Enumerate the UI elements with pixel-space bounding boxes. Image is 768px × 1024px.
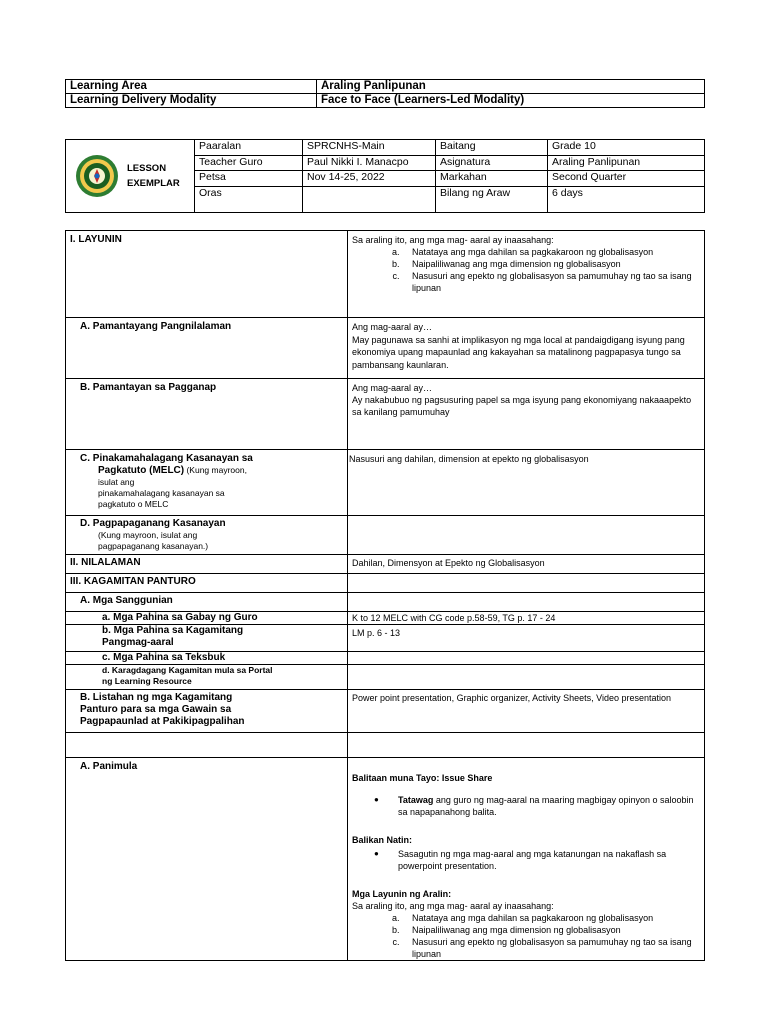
table-row — [66, 625, 705, 652]
blank-cell — [348, 733, 705, 758]
melc-note3: pinakamahalagang kasanayan sa — [98, 488, 225, 498]
table-row — [66, 555, 705, 574]
baitang-value: Grade 10 — [548, 140, 705, 156]
lesson-header-table — [65, 139, 705, 213]
list-item: c. Nasusuri ang epekto ng globalisasyon sa pamumuhay ng tao sa isang lipunan — [402, 270, 700, 294]
pamantayan-pagganap-content — [348, 379, 705, 450]
learning-area-table — [65, 79, 705, 108]
layunin-list — [352, 246, 700, 294]
table-row — [66, 690, 705, 733]
table-row — [66, 733, 705, 758]
petsa-label: Petsa — [195, 171, 303, 187]
learning-area-label: Learning Area — [66, 80, 317, 94]
pagpapaganang-note2: pagpapaganang kasanayan.) — [98, 541, 209, 551]
pagpapaganang-value — [348, 516, 705, 555]
melc-title-line1: C. Pinakamahalagang Kasanayan sa — [80, 453, 253, 464]
sanggunian-label: A. Mga Sanggunian — [66, 593, 348, 612]
balitaan-list — [352, 794, 700, 818]
table-row — [66, 80, 705, 94]
lesson-exemplar-label — [127, 161, 180, 191]
sanggunian-value — [348, 593, 705, 612]
learning-area-value: Araling Panlipunan — [317, 80, 705, 94]
delivery-modality-value: Face to Face (Learners-Led Modality) — [317, 94, 705, 108]
table-row — [66, 593, 705, 612]
markahan-value: Second Quarter — [548, 171, 705, 187]
kagamitang-label-line2: Pangmag-aaral — [102, 637, 174, 648]
list-item: a. Natataya ang mga dahilan sa pagkakaroon ng globalisasyon — [402, 912, 700, 924]
pagpapaganang-label — [66, 516, 348, 555]
pagpapaganang-note1: (Kung mayroon, isulat ang — [98, 530, 198, 540]
table-row — [66, 231, 705, 318]
melc-label — [66, 450, 348, 516]
list-item: b. Naipaliliwanag ang mga dimension ng globalisasyon — [402, 258, 700, 270]
teksbuk-label: c. Mga Pahina sa Teksbuk — [66, 652, 348, 665]
portal-label-line2: ng Learning Resource — [102, 676, 192, 686]
paaralan-label: Paaralan — [195, 140, 303, 156]
melc-note4: pagkatuto o MELC — [98, 499, 169, 509]
nilalaman-label: II. NILALAMAN — [66, 555, 348, 574]
list-item: ● Sasagutin ng mga mag-aaral ang mga katanungan na nakaflash sa powerpoint presentation. — [382, 848, 700, 872]
paaralan-value: SPRCNHS-Main — [303, 140, 436, 156]
layunin-label: I. LAYUNIN — [66, 231, 348, 318]
table-row — [66, 652, 705, 665]
pagpapaganang-title: D. Pagpapaganang Kasanayan — [80, 518, 226, 529]
list-item: c. Nasusuri ang epekto ng globalisasyon sa pamumuhay ng tao sa isang lipunan — [402, 936, 700, 960]
bilang-value: 6 days — [548, 187, 705, 213]
layunin-content — [348, 231, 705, 318]
melc-value: Nasusuri ang dahilan, dimension at epekto ng globalisasyon — [348, 450, 705, 516]
listahan-label-line2: Panturo para sa mga Gawain sa — [80, 704, 232, 715]
balikan-list — [352, 848, 700, 872]
table-row — [66, 758, 705, 961]
melc-title-line2 — [80, 465, 343, 477]
panimula-content — [348, 758, 705, 961]
oras-value — [303, 187, 436, 213]
portal-label — [66, 665, 348, 690]
portal-label-line1: d. Karagdagang Kagamitan mula sa Portal — [102, 665, 273, 675]
table-row — [66, 379, 705, 450]
pamantayan-pagganap-label: B. Pamantayan sa Pagganap — [66, 379, 348, 450]
panimula-label: A. Panimula — [66, 758, 348, 961]
table-row — [66, 318, 705, 379]
listahan-label — [66, 690, 348, 733]
balitaan-title: Balitaan muna Tayo: Issue Share — [352, 773, 493, 783]
gabay-guro-value: K to 12 MELC with CG code p.58-59, TG p. 17 - 24 — [348, 612, 705, 625]
pamantayang-pangnilalaman-content — [348, 318, 705, 379]
teksbuk-value — [348, 652, 705, 665]
markahan-label: Markahan — [436, 171, 548, 187]
gabay-guro-label: a. Mga Pahina sa Gabay ng Guro — [66, 612, 348, 625]
pagganap-line1: Ang mag-aaral ay… — [352, 383, 433, 393]
kagamitang-pangmag-aaral-label — [66, 625, 348, 652]
list-item — [382, 794, 700, 818]
bullet-text: ang guro ng mag-aaral na maaring magbigay opinyon o saloobin sa napapanahong balita. — [398, 795, 694, 817]
table-row — [66, 140, 705, 156]
table-row — [66, 450, 705, 516]
oras-label: Oras — [195, 187, 303, 213]
mga-layunin-intro: Sa araling ito, ang mga mag- aaral ay inaasahang: — [352, 901, 554, 911]
table-row — [66, 612, 705, 625]
petsa-value: Nov 14-25, 2022 — [303, 171, 436, 187]
listahan-value: Power point presentation, Graphic organizer, Activity Sheets, Video presentation — [348, 690, 705, 733]
asignatura-value: Araling Panlipunan — [548, 155, 705, 171]
kagamitang-label-line1: b. Mga Pahina sa Kagamitang — [102, 625, 244, 636]
listahan-label-line3: Pagpapaunlad at Pakikipagpalihan — [80, 716, 245, 727]
lesson-label-line1: LESSON — [127, 163, 167, 174]
delivery-modality-label: Learning Delivery Modality — [66, 94, 317, 108]
balikan-title: Balikan Natin: — [352, 835, 413, 845]
list-item: a. Natataya ang mga dahilan sa pagkakaroon ng globalisasyon — [402, 246, 700, 258]
teacher-label: Teacher Guro — [195, 155, 303, 171]
kagamitang-pangmag-aaral-value: LM p. 6 - 13 — [348, 625, 705, 652]
table-row — [66, 574, 705, 593]
melc-note2: isulat ang — [98, 477, 135, 487]
table-row — [66, 94, 705, 108]
listahan-label-line1: B. Listahan ng mga Kagamitang — [80, 692, 233, 703]
portal-value — [348, 665, 705, 690]
pangnilalaman-line2: May pagunawa sa sanhi at implikasyon ng mga local at pandaigdigang isyung pang ekonomiya upang mapaunlad ang kakayahan sa matalinong pagpapasya tungo sa pambansang kaunlaran. — [352, 334, 685, 370]
nilalaman-value: Dahilan, Dimensyon at Epekto ng Globalisasyon — [348, 555, 705, 574]
table-row — [66, 516, 705, 555]
layunin-intro: Sa araling ito, ang mga mag- aaral ay inaasahang: — [352, 235, 554, 245]
list-item: b. Naipaliliwanag ang mga dimension ng globalisasyon — [402, 924, 700, 936]
lesson-label-line2: EXEMPLAR — [127, 178, 180, 189]
logo-cell — [66, 140, 195, 213]
pagganap-line2: Ay nakabubuo ng pagsusuring papel sa mga isyung pang ekonomiyang nakaaapekto sa kanilang pamumuhay — [352, 395, 692, 417]
school-seal-icon — [75, 154, 119, 198]
asignatura-label: Asignatura — [436, 155, 548, 171]
melc-title-text: Pagkatuto (MELC) — [98, 465, 185, 476]
baitang-label: Baitang — [436, 140, 548, 156]
pangnilalaman-line1: Ang mag-aaral ay… — [352, 322, 433, 332]
blank-cell — [66, 733, 348, 758]
pamantayang-pangnilalaman-label: A. Pamantayang Pangnilalaman — [66, 318, 348, 379]
mga-layunin-list — [352, 912, 700, 960]
mga-layunin-title: Mga Layunin ng Aralin: — [352, 889, 452, 899]
bilang-label: Bilang ng Araw — [436, 187, 548, 213]
kagamitan-label: III. KAGAMITAN PANTURO — [66, 574, 348, 593]
lesson-plan-table — [65, 230, 705, 961]
melc-note1: (Kung mayroon, — [184, 465, 247, 475]
bullet-bold-text: Tatawag — [398, 795, 434, 805]
table-row — [66, 665, 705, 690]
teacher-value: Paul Nikki I. Manacpo — [303, 155, 436, 171]
kagamitan-value — [348, 574, 705, 593]
